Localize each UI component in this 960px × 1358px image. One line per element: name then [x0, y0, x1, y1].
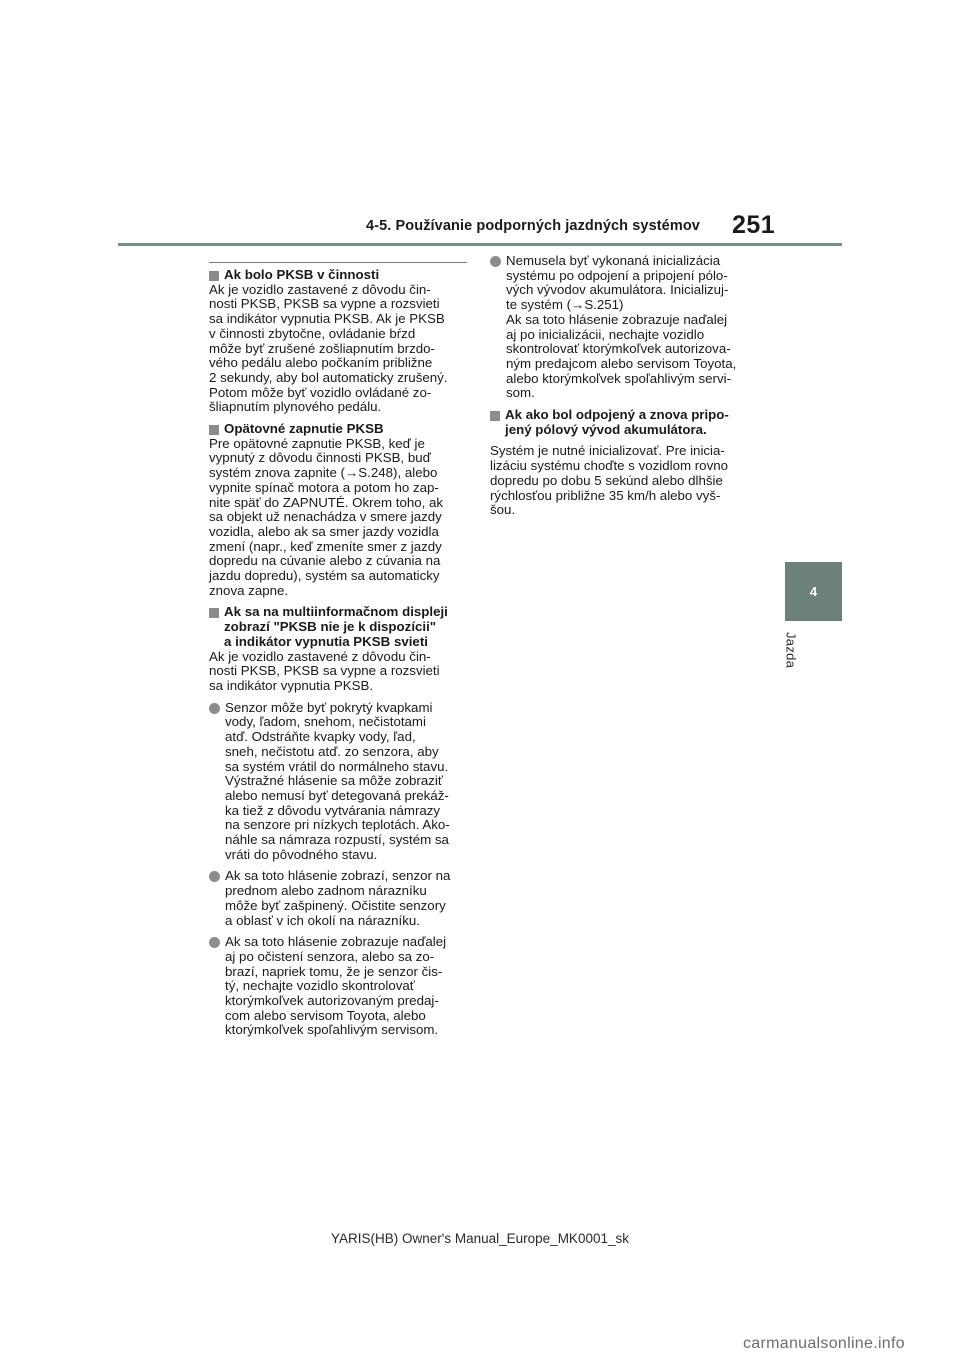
text-line: vody, ľadom, snehom, nečistotami — [225, 714, 426, 730]
section-heading-reenable-pksb — [209, 422, 469, 437]
column-top-rule — [209, 262, 467, 263]
footer-manual-id: YARIS(HB) Owner's Manual_Europe_MK0001_sk — [331, 1231, 629, 1246]
paragraph-battery-reconnected — [490, 444, 756, 518]
text-line: Ak je vozidlo zastavené z dôvodu čin- — [209, 281, 431, 297]
section-heading-pksb-unavailable — [209, 605, 469, 649]
chapter-label-text: Jazda — [783, 632, 799, 669]
text-line: zobrazí "PKSB nie je k dispozícii" — [224, 619, 437, 635]
text-line: Opätovné zapnutie PKSB — [224, 421, 384, 437]
text-line: nosti PKSB, PKSB sa vypne a rozsvieti — [209, 663, 440, 679]
round-bullet-icon — [209, 937, 220, 948]
text-line: aj po inicializácii, nechajte vozidlo — [506, 326, 705, 342]
text-line: Ak sa toto hlásenie zobrazuje naďalej — [225, 934, 447, 950]
text-line: a oblasť v ich okolí na nárazníku. — [225, 912, 420, 928]
paragraph-pksb-unavailable — [209, 650, 469, 694]
text-line: te systém (→S.251) — [506, 297, 624, 313]
text-line: Potom môže byť vozidlo ovládané zo- — [209, 384, 432, 400]
text-line: Ak sa na multiinformačnom displeji — [224, 604, 448, 620]
paragraph-reenable-pksb — [209, 437, 469, 599]
text-line: jazdu dopredu), systém sa automaticky — [209, 568, 440, 584]
text-line: sa indikátor vypnutia PKSB. — [209, 677, 374, 693]
chapter-tab[interactable] — [785, 562, 842, 621]
section-title: 4-5. Používanie podporných jazdných systémov — [366, 218, 700, 234]
text-line: prednom alebo zadnom nárazníku — [225, 883, 427, 899]
text-line: sa objekt už nenachádza v smere jazdy — [209, 509, 442, 525]
square-bullet-icon — [209, 425, 219, 435]
text-line: ným predajcom alebo servisom Toyota, — [506, 355, 737, 371]
text-line: a indikátor vypnutia PKSB svieti — [224, 633, 428, 649]
chapter-label — [781, 632, 801, 692]
text-line: systém znova zapnite (→S.248), alebo — [209, 465, 438, 481]
text-line: som. — [506, 385, 535, 401]
text-line: Nemusela byť vykonaná inicializácia — [506, 253, 721, 268]
square-bullet-icon — [490, 411, 500, 421]
text-line: atď. Odstráňte kvapky vody, ľad, — [225, 729, 416, 745]
square-bullet-icon — [209, 271, 219, 281]
left-column — [209, 268, 469, 1038]
text-line: com alebo servisom Toyota, alebo — [225, 1007, 426, 1023]
text-line: šou. — [490, 502, 516, 518]
text-line: alebo ktorýmkoľvek spoľahlivým servi- — [506, 370, 732, 386]
text-line: alebo nemusí byť detegovaná prekáž- — [225, 787, 449, 803]
watermark: carmanualsonline.info — [743, 1335, 905, 1352]
text-line: Ak je vozidlo zastavené z dôvodu čin- — [209, 648, 431, 664]
text-line: zmení (napr., keď zmeníte smer z jazdy — [209, 538, 442, 554]
text-line: ka tiež z dôvodu vytvárania námrazy — [225, 802, 441, 818]
text-line: znova zapne. — [209, 582, 289, 598]
round-bullet-icon — [209, 871, 220, 882]
text-line: sa indikátor vypnutia PKSB. Ak je PKSB — [209, 311, 445, 327]
section-heading-battery-reconnected — [490, 408, 756, 437]
text-line: Výstražné hlásenie sa môže zobraziť — [225, 773, 443, 789]
text-line: vých vývodov akumulátora. Inicializuj- — [506, 282, 729, 298]
page-number: 251 — [732, 211, 776, 239]
text-line: môže byť zašpinený. Očistite senzory — [225, 897, 446, 913]
text-line: brazí, napriek tomu, že je senzor čis- — [225, 963, 443, 979]
text-line: nite späť do ZAPNUTÉ. Okrem toho, ak — [209, 494, 444, 510]
text-line: jený pólový vývod akumulátora. — [505, 421, 707, 437]
text-line: vozidla, alebo ak sa smer jazdy vozidla — [209, 523, 439, 539]
text-line: aj po očistení senzora, alebo sa zo- — [225, 948, 435, 964]
bullet-sensor-dirty — [209, 869, 469, 928]
text-line: tý, nechajte vozidlo skontrolovať — [225, 978, 415, 994]
text-line: skontrolovať ktorýmkoľvek autorizova- — [506, 341, 731, 357]
text-line: vráti do pôvodného stavu. — [225, 846, 378, 862]
text-line: Ak ako bol odpojený a znova pripo- — [505, 407, 729, 423]
text-line: Systém je nutné inicializovať. Pre inicia- — [490, 443, 725, 459]
text-line: 2 sekundy, aby bol automaticky zrušený. — [209, 369, 448, 385]
text-line: lizáciu systému choďte s vozidlom rovno — [490, 458, 729, 474]
bullet-message-persists — [209, 935, 469, 1038]
right-column — [490, 254, 756, 518]
text-line: Ak bolo PKSB v činnosti — [224, 267, 380, 282]
text-line: Senzor môže byť pokrytý kvapkami — [225, 699, 433, 715]
text-line: systému po odpojení a pripojení pólo- — [506, 267, 728, 283]
bullet-initialization — [490, 254, 756, 401]
text-line: sa systém vrátil do normálneho stavu. — [225, 758, 449, 774]
text-line: Pre opätovné zapnutie PKSB, keď je — [209, 435, 425, 451]
text-line: vypnite spínač motora a potom ho zap- — [209, 479, 439, 495]
chapter-number: 4 — [809, 584, 818, 599]
bullet-sensor-covered — [209, 701, 469, 863]
text-line: ktorýmkoľvek spoľahlivým servisom. — [225, 1022, 439, 1038]
header-rule — [118, 243, 842, 246]
section-heading-pksb-active — [209, 268, 469, 283]
text-line: sneh, nečistotu atď. zo senzora, aby — [225, 743, 439, 759]
text-line: nosti PKSB, PKSB sa vypne a rozsvieti — [209, 296, 440, 312]
text-line: šliapnutím plynového pedálu. — [209, 399, 382, 415]
round-bullet-icon — [209, 703, 220, 714]
text-line: dopredu na cúvanie alebo z cúvania na — [209, 553, 441, 569]
text-line: Ak sa toto hlásenie zobrazuje naďalej — [506, 311, 728, 327]
text-line: dopredu po dobu 5 sekúnd alebo dlhšie — [490, 472, 723, 488]
text-line: Ak sa toto hlásenie zobrazí, senzor na — [225, 868, 451, 884]
round-bullet-icon — [490, 256, 501, 267]
text-line: na senzore pri nízkych teplotách. Ako- — [225, 817, 450, 833]
text-line: v činnosti zbytočne, ovládanie bŕzd — [209, 325, 416, 341]
text-line: vého pedálu alebo počkaním približne — [209, 355, 433, 371]
text-line: náhle sa námraza rozpustí, systém sa — [225, 832, 449, 848]
text-line: vypnutý z dôvodu činnosti PKSB, buď — [209, 450, 431, 466]
text-line: môže byť zrušené zošliapnutím brzdo- — [209, 340, 435, 356]
square-bullet-icon — [209, 608, 219, 618]
text-line: rýchlosťou približne 35 km/h alebo vyš- — [490, 487, 721, 503]
paragraph-pksb-active — [209, 283, 469, 415]
text-line: ktorýmkoľvek autorizovaným predaj- — [225, 993, 439, 1009]
